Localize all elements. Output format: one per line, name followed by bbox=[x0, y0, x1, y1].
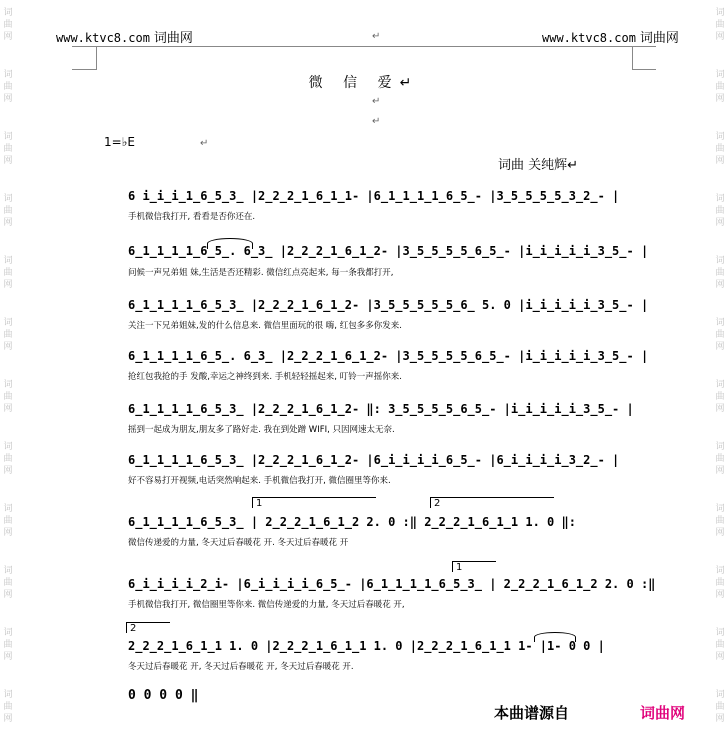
watermark-char: 词 bbox=[3, 628, 13, 638]
header-right-url: www.ktvc8.com bbox=[542, 31, 636, 45]
ending-bracket-2a: 2 bbox=[430, 497, 554, 508]
return-mark-1: ↵ bbox=[372, 96, 381, 107]
watermark-char: 网 bbox=[3, 652, 13, 662]
watermark-char: 词 bbox=[715, 442, 725, 452]
watermark-char: 词 bbox=[3, 70, 13, 80]
watermark-char: 曲 bbox=[3, 392, 13, 402]
watermark-char: 词 bbox=[715, 690, 725, 700]
watermark-char: 网 bbox=[3, 342, 13, 352]
watermark-char: 词 bbox=[715, 132, 725, 142]
watermark-char: 网 bbox=[715, 94, 725, 104]
watermark-char: 曲 bbox=[715, 640, 725, 650]
watermark-char: 网 bbox=[715, 156, 725, 166]
watermark-char: 网 bbox=[715, 652, 725, 662]
watermark-char: 曲 bbox=[3, 82, 13, 92]
final-measure: 0 0 0 0 ‖ bbox=[128, 688, 199, 703]
watermark-char: 网 bbox=[715, 32, 725, 42]
crop-mark-left-v bbox=[96, 46, 97, 70]
ending-bracket-1a: 1 bbox=[252, 497, 376, 508]
song-title: 微 信 爱↵ bbox=[308, 75, 420, 91]
header-rule bbox=[72, 46, 656, 47]
lyric-line-1: 手机微信我打开, 看看是否你还在. bbox=[128, 212, 256, 222]
watermark-char: 词 bbox=[715, 256, 725, 266]
ending-bracket-1b: 1 bbox=[452, 561, 496, 572]
score-line-1: 6 i̲i̲i̲1̲6̲5̲3̲ |2̲2̲2̲1̲6̲1̲1- |6̲1̲1̲1̲1̲6̲5̲- |3̲5̲5̲5̲5̲3̲2̲- | bbox=[128, 189, 620, 203]
watermark-char: 网 bbox=[715, 528, 725, 538]
watermark-char: 词 bbox=[3, 690, 13, 700]
watermark-char: 曲 bbox=[715, 82, 725, 92]
watermark-char: 网 bbox=[3, 32, 13, 42]
watermark-char: 词 bbox=[3, 132, 13, 142]
watermark-char: 词 bbox=[3, 256, 13, 266]
watermark-char: 词 bbox=[715, 194, 725, 204]
watermark-char: 词 bbox=[3, 194, 13, 204]
watermark-char: 词 bbox=[3, 380, 13, 390]
watermark-char: 网 bbox=[3, 590, 13, 600]
key-signature: 1=♭E bbox=[104, 135, 135, 149]
watermark-char: 曲 bbox=[715, 578, 725, 588]
watermark-char: 曲 bbox=[715, 144, 725, 154]
watermark-char: 网 bbox=[3, 156, 13, 166]
return-mark-2: ↵ bbox=[372, 116, 381, 127]
lyric-line-2: 问候一声兄弟姐 妹,生活是否还精彩. 微信红点亮起来, 每一条我都打开, bbox=[128, 268, 394, 278]
watermark-char: 曲 bbox=[715, 20, 725, 30]
crop-mark-right-v bbox=[632, 46, 633, 70]
watermark-char: 词 bbox=[715, 566, 725, 576]
header-return-mark: ↵ bbox=[372, 31, 381, 42]
watermark-char: 曲 bbox=[3, 516, 13, 526]
watermark-char: 曲 bbox=[3, 454, 13, 464]
header-left-url: www.ktvc8.com bbox=[56, 31, 150, 45]
watermark-char: 词 bbox=[715, 8, 725, 18]
watermark-char: 词 bbox=[3, 8, 13, 18]
watermark-char: 词 bbox=[715, 504, 725, 514]
crop-mark-right-h bbox=[632, 69, 656, 70]
watermark-char: 曲 bbox=[3, 702, 13, 712]
watermark-char: 曲 bbox=[715, 268, 725, 278]
watermark-char: 网 bbox=[3, 714, 13, 724]
score-line-3: 6̲1̲1̲1̲1̲6̲5̲3̲ |2̲2̲2̲1̲6̲1̲2- |3̲5̲5̲5̲5̲5̲6̲ 5. 0 |i̲i̲i̲i̲i̲3̲5̲- | bbox=[128, 298, 649, 312]
watermark-char: 曲 bbox=[715, 330, 725, 340]
watermark-char: 网 bbox=[3, 94, 13, 104]
watermark-char: 网 bbox=[3, 528, 13, 538]
header-left-site bbox=[56, 27, 193, 46]
right-watermark-strip bbox=[712, 0, 728, 750]
watermark-char: 曲 bbox=[715, 702, 725, 712]
watermark-char: 曲 bbox=[3, 20, 13, 30]
footer-brand-link[interactable]: 词曲网 bbox=[640, 704, 686, 722]
watermark-char: 词 bbox=[715, 628, 725, 638]
watermark-char: 词 bbox=[715, 318, 725, 328]
watermark-char: 网 bbox=[715, 590, 725, 600]
watermark-char: 曲 bbox=[715, 454, 725, 464]
watermark-char: 网 bbox=[715, 714, 725, 724]
watermark-char: 曲 bbox=[3, 330, 13, 340]
crop-mark-left-h bbox=[72, 69, 97, 70]
source-label: 本曲谱源自 bbox=[494, 704, 570, 722]
watermark-char: 词 bbox=[3, 318, 13, 328]
score-line-5: 6̲1̲1̲1̲1̲6̲5̲3̲ |2̲2̲2̲1̲6̲1̲2- ‖: 3̲5̲5̲5̲5̲6̲5̲- |i̲i̲i̲i̲i̲3̲5̲- | bbox=[128, 402, 634, 416]
watermark-char: 词 bbox=[715, 380, 725, 390]
header-right-site bbox=[542, 27, 679, 46]
watermark-char: 网 bbox=[715, 466, 725, 476]
score-line-9: 2̲2̲2̲1̲6̲1̲1 1. 0 |2̲2̲2̲1̲6̲1̲1 1. 0 |2̲2̲2̲1̲6̲1̲1 1- |1- 0 0 | bbox=[128, 639, 605, 653]
watermark-char: 曲 bbox=[3, 268, 13, 278]
watermark-char: 网 bbox=[3, 218, 13, 228]
watermark-char: 曲 bbox=[3, 640, 13, 650]
lyric-line-9: 冬天过后春暖花 开, 冬天过后春暖花 开, 冬天过后春暖花 开. bbox=[128, 662, 354, 672]
watermark-char: 曲 bbox=[3, 578, 13, 588]
lyric-line-5: 摇到一起成为朋友,朋友多了路好走. 我在到处蹭 WIFI, 只因网速太无奈. bbox=[128, 425, 395, 435]
watermark-char: 网 bbox=[3, 280, 13, 290]
watermark-char: 词 bbox=[715, 70, 725, 80]
watermark-char: 网 bbox=[715, 218, 725, 228]
watermark-char: 曲 bbox=[715, 206, 725, 216]
watermark-char: 网 bbox=[3, 404, 13, 414]
watermark-char: 词 bbox=[3, 442, 13, 452]
watermark-char: 曲 bbox=[715, 516, 725, 526]
score-line-6: 6̲1̲1̲1̲1̲6̲5̲3̲ |2̲2̲2̲1̲6̲1̲2- |6̲i̲i̲i̲i̲6̲5̲- |6̲i̲i̲i̲i̲3̲2̲- | bbox=[128, 453, 620, 467]
header-right-brand: 词曲网 bbox=[639, 31, 679, 46]
lyric-line-6: 好不容易打开视频,电话突然响起来. 手机微信我打开, 微信圈里等你来. bbox=[128, 476, 391, 486]
composer-credit: 词曲 关纯辉↵ bbox=[498, 158, 579, 173]
lyric-line-7: 微信传递爱的力量, 冬天过后春暖花 开. 冬天过后春暖花 开 bbox=[128, 538, 349, 548]
ending-bracket-2b: 2 bbox=[126, 622, 170, 633]
score-line-4: 6̲1̲1̲1̲1̲6̲5̲. 6̲3̲ |2̲2̲2̲1̲6̲1̲2- |3̲5̲5̲5̲5̲6̲5̲- |i̲i̲i̲i̲i̲3̲5̲- | bbox=[128, 349, 649, 363]
lyric-line-3: 关注一下兄弟姐妹,发的什么信息来. 微信里面玩的很 嗨, 红包多多你发来. bbox=[128, 321, 402, 331]
header-left-brand: 词曲网 bbox=[153, 31, 193, 46]
score-line-8: 6̲i̲i̲i̲i̲2̲i- |6̲i̲i̲i̲i̲6̲5̲- |6̲1̲1̲1̲1̲6̲5̲3̲ | 2̲2̲2̲1̲6̲1̲2 2. 0 :‖ bbox=[128, 577, 656, 591]
watermark-char: 曲 bbox=[3, 144, 13, 154]
watermark-char: 网 bbox=[715, 280, 725, 290]
watermark-char: 曲 bbox=[715, 392, 725, 402]
lyric-line-4: 抢红包我抢的手 发酸,幸运之神终到来. 手机轻轻摇起来, 叮铃一声摇你来. bbox=[128, 372, 402, 382]
watermark-char: 词 bbox=[3, 504, 13, 514]
watermark-char: 网 bbox=[715, 342, 725, 352]
watermark-char: 词 bbox=[3, 566, 13, 576]
left-watermark-strip bbox=[0, 0, 16, 750]
lyric-line-8: 手机微信我打开, 微信圈里等你来. 微信传递爱的力量, 冬天过后春暖花 开, bbox=[128, 600, 405, 610]
watermark-char: 网 bbox=[3, 466, 13, 476]
watermark-char: 曲 bbox=[3, 206, 13, 216]
score-line-2: 6̲1̲1̲1̲1̲6̲5̲. 6̲3̲ |2̲2̲2̲1̲6̲1̲2- |3̲5̲5̲5̲5̲6̲5̲- |i̲i̲i̲i̲i̲3̲5̲- | bbox=[128, 244, 649, 258]
watermark-char: 网 bbox=[715, 404, 725, 414]
return-mark-3: ↵ bbox=[200, 138, 209, 149]
score-line-7: 6̲1̲1̲1̲1̲6̲5̲3̲ | 2̲2̲2̲1̲6̲1̲2 2. 0 :‖ 2̲2̲2̲1̲6̲1̲1 1. 0 ‖: bbox=[128, 515, 576, 529]
